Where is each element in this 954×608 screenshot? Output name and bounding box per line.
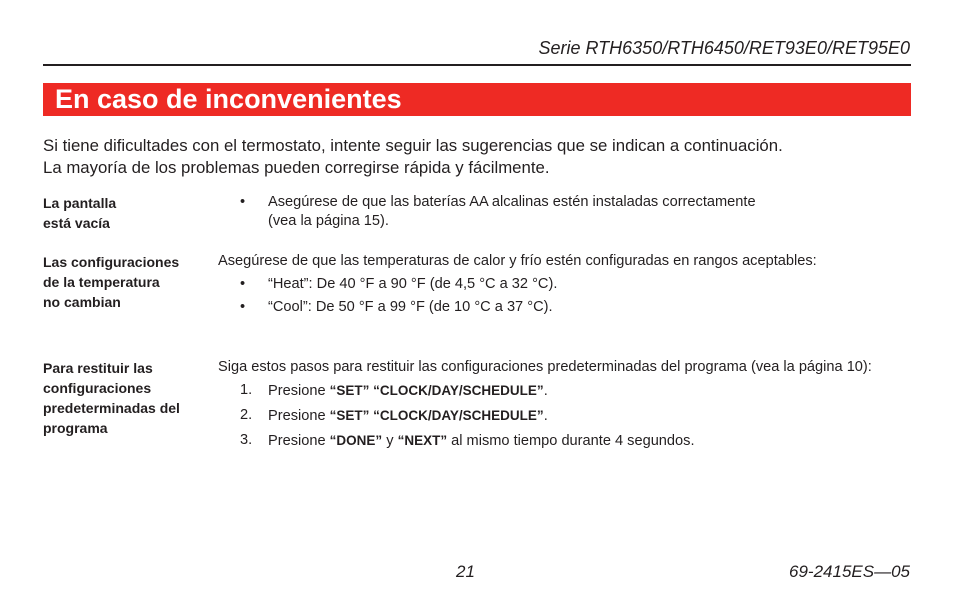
bullet-text: Asegúrese de que las baterías AA alcalinas estén instaladas correctamente (268, 194, 756, 210)
label-line: La pantalla (43, 195, 117, 211)
bullet-text: “Heat”: De 40 °F a 90 °F (de 4,5 °C a 32 °C). (268, 276, 558, 292)
intro-line: Si tiene dificultades con el termostato, intente seguir las sugerencias que se indican a continuación. (43, 136, 783, 155)
label-line: no cambian (43, 294, 121, 310)
solution-temperature (218, 252, 908, 321)
problem-label-temperature (43, 252, 221, 312)
intro-line: La mayoría de los problemas pueden corregirse rápida y fácilmente. (43, 158, 550, 177)
document-number: 69-2415ES—05 (789, 562, 910, 581)
intro-paragraph (43, 135, 923, 179)
key-names: “NEXT” (397, 433, 448, 448)
key-names: “DONE” (329, 433, 383, 448)
problem-label-reset (43, 358, 221, 438)
label-line: Para restituir las (43, 360, 153, 376)
label-line: de la temperatura (43, 274, 160, 290)
label-line: configuraciones (43, 380, 152, 396)
step-number: 2. (240, 407, 253, 423)
label-line: está vacía (43, 215, 110, 231)
bullet-item (218, 298, 908, 317)
bullet-item (218, 193, 908, 231)
section-title: En caso de inconvenientes (55, 84, 402, 114)
header-rule (43, 64, 911, 66)
label-line: Las configuraciones (43, 254, 180, 270)
section-banner (43, 83, 911, 116)
solution-blank-display (218, 193, 908, 235)
solution-intro: Asegúrese de que las temperaturas de calor y frío estén configuradas en rangos aceptables: (218, 253, 817, 269)
step-text: y (382, 433, 398, 449)
bullet-dot: • (240, 276, 246, 292)
bullet-dot: • (240, 194, 246, 210)
key-names: “SET” “CLOCK/DAY/SCHEDULE” (329, 383, 544, 398)
solution-intro: Siga estos pasos para restituir las configuraciones predeterminadas del programa (vea la página 10): (218, 359, 872, 375)
page-number: 21 (456, 562, 475, 581)
step-number: 1. (240, 382, 253, 398)
bullet-text: “Cool”: De 50 °F a 99 °F (de 10 °C a 37 °C). (268, 299, 553, 315)
step-item (218, 381, 908, 401)
series-header: Serie RTH6350/RTH6450/RET93E0/RET95E0 (538, 38, 910, 58)
step-item (218, 406, 908, 426)
key-names: “SET” “CLOCK/DAY/SCHEDULE” (329, 408, 544, 423)
problem-label-blank-display (43, 193, 221, 233)
step-text: . (543, 383, 548, 399)
step-text: Presione (268, 433, 330, 449)
step-text: Presione (268, 383, 330, 399)
bullet-dot: • (240, 299, 246, 315)
step-text: al mismo tiempo durante 4 segundos. (447, 433, 695, 449)
step-text: Presione (268, 408, 330, 424)
step-text: . (543, 408, 548, 424)
step-item (218, 431, 908, 451)
step-number: 3. (240, 432, 253, 448)
solution-reset (218, 358, 908, 456)
bullet-text: (vea la página 15). (268, 213, 389, 229)
label-line: programa (43, 420, 108, 436)
label-line: predeterminadas del (43, 400, 180, 416)
bullet-item (218, 275, 908, 294)
